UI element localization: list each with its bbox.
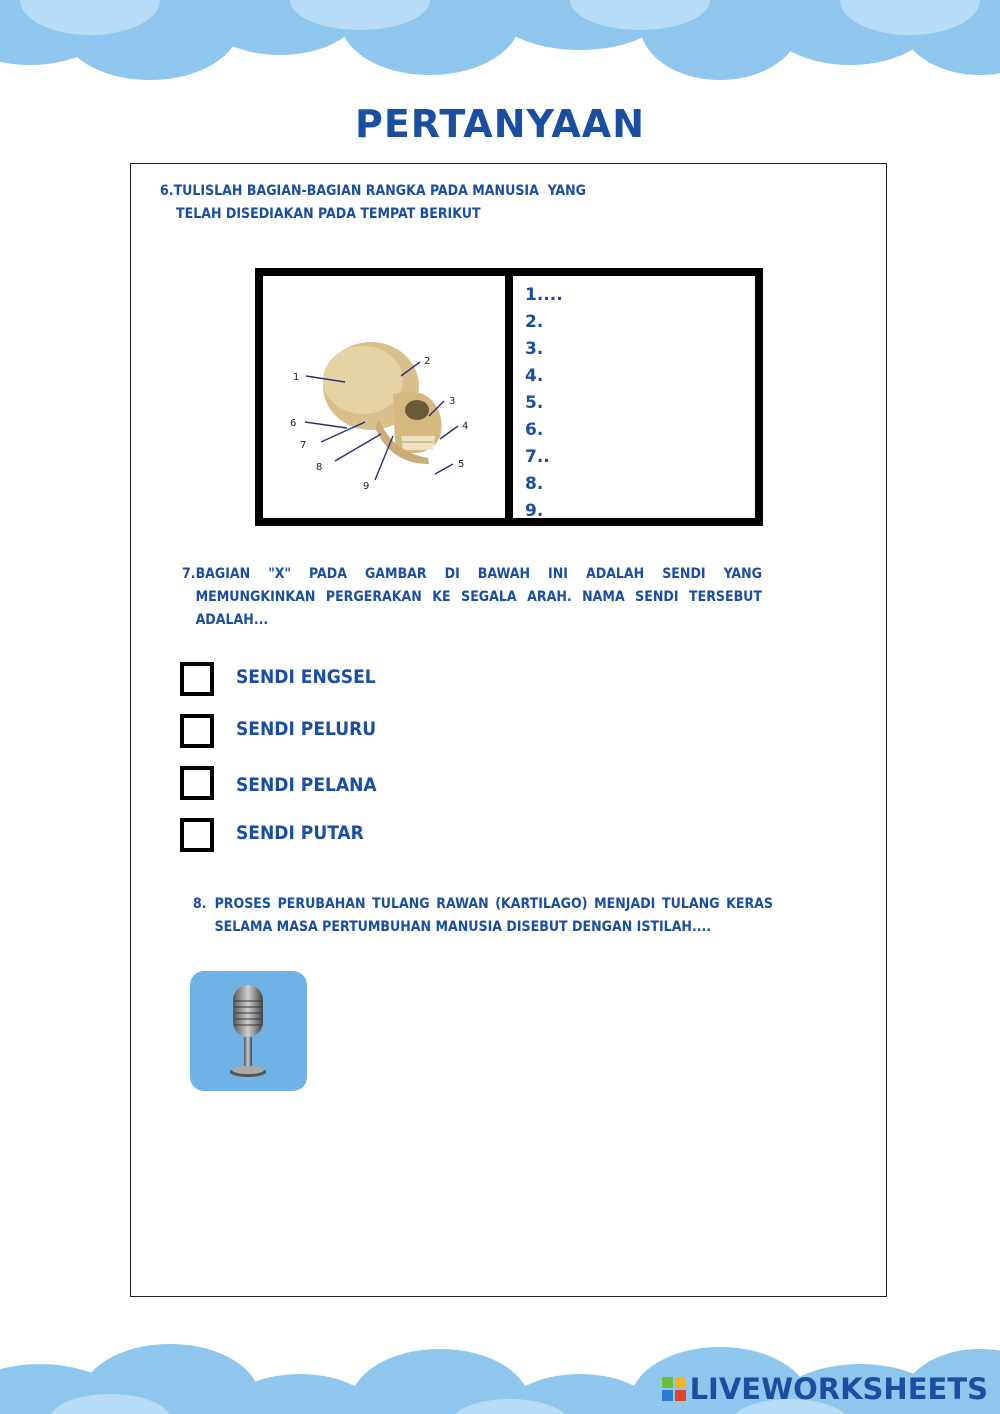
microphone-icon xyxy=(190,971,307,1091)
skull-label-9: 9 xyxy=(363,481,370,492)
skull-label-5: 5 xyxy=(458,459,465,470)
skull-label-8: 8 xyxy=(316,462,323,473)
skull-answer-table xyxy=(255,268,763,526)
question-7-text: BAGIAN "X" PADA GAMBAR DI BAWAH INI ADALAH SENDI YANG MEMUNGKINKAN PERGERAKAN KE SEGALA ARAH. NAMA SENDI TERSEBUT ADALAH... xyxy=(195,566,762,628)
skull-image xyxy=(283,324,483,492)
question-7 xyxy=(182,563,762,632)
table-divider xyxy=(505,276,513,518)
brand-text: LIVEWORKSHEETS xyxy=(689,1372,988,1406)
answer-slots xyxy=(525,282,563,525)
question-6-line1: TULISLAH BAGIAN-BAGIAN RANGKA PADA MANUSIA YANG xyxy=(173,183,586,199)
skull-label-2: 2 xyxy=(424,356,431,367)
checkbox-peluru[interactable] xyxy=(180,714,214,748)
question-7-number: 7. xyxy=(182,566,196,582)
question-6-number: 6. xyxy=(160,183,174,199)
answer-slot-7[interactable]: 7.. xyxy=(525,447,550,467)
answer-slot-9[interactable]: 9. xyxy=(525,501,544,521)
answer-slot-8[interactable]: 8. xyxy=(525,474,544,494)
question-6-line2: TELAH DISEDIAKAN PADA TEMPAT BERIKUT xyxy=(176,206,481,222)
checkbox-pelana[interactable] xyxy=(180,766,214,800)
option-label-peluru: SENDI PELURU xyxy=(236,718,377,740)
answer-slot-1[interactable]: 1.... xyxy=(525,285,563,305)
option-label-pelana: SENDI PELANA xyxy=(236,774,377,796)
skull-label-1: 1 xyxy=(293,372,300,383)
skull-label-7: 7 xyxy=(300,440,307,451)
skull-label-3: 3 xyxy=(449,396,456,407)
answer-slot-6[interactable]: 6. xyxy=(525,420,544,440)
question-8-text: PROSES PERUBAHAN TULANG RAWAN (KARTILAGO) MENJADI TULANG KERAS SELAMA MASA PERTUMBUHAN MANUSIA DISEBUT DENGAN ISTILAH.... xyxy=(214,896,773,935)
top-cloud-border xyxy=(0,0,1000,90)
answer-slot-2[interactable]: 2. xyxy=(525,312,544,332)
checkbox-putar[interactable] xyxy=(180,818,214,852)
page-title: PERTANYAAN xyxy=(354,102,646,146)
answer-slot-3[interactable]: 3. xyxy=(525,339,544,359)
answer-slot-4[interactable]: 4. xyxy=(525,366,544,386)
question-6 xyxy=(160,180,680,226)
skull-label-4: 4 xyxy=(462,421,469,432)
liveworksheets-brand[interactable] xyxy=(662,1372,988,1406)
microphone-button[interactable] xyxy=(190,971,307,1091)
answer-slot-5[interactable]: 5. xyxy=(525,393,544,413)
skull-label-6: 6 xyxy=(290,418,297,429)
question-8-number: 8. xyxy=(193,896,207,912)
question-8 xyxy=(193,893,773,939)
checkbox-engsel[interactable] xyxy=(180,662,214,696)
option-label-engsel: SENDI ENGSEL xyxy=(236,666,376,688)
liveworksheets-logo-icon xyxy=(662,1377,686,1401)
option-label-putar: SENDI PUTAR xyxy=(236,822,364,844)
